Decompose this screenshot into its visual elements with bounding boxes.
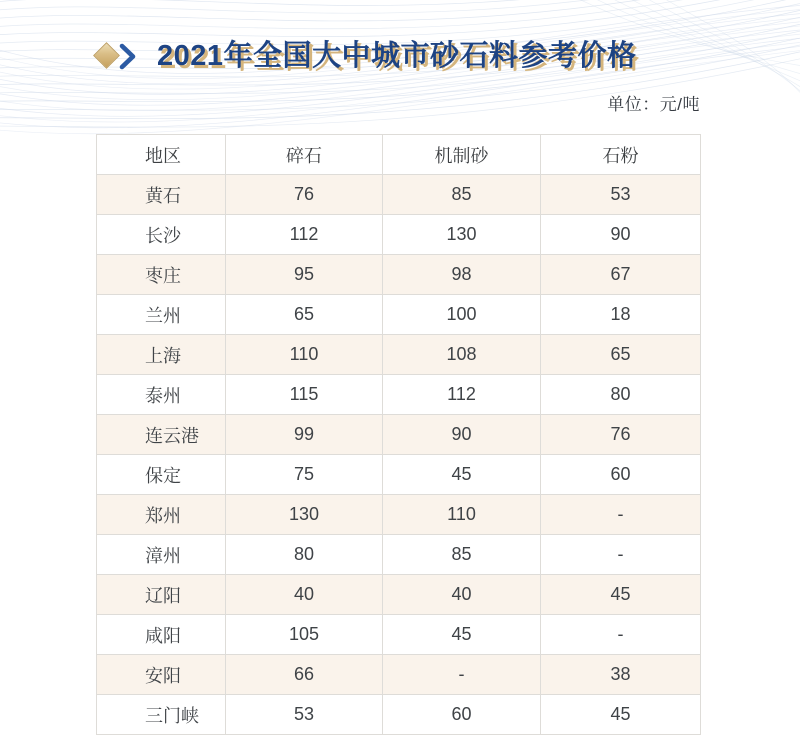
table-row — [97, 375, 701, 415]
column-header-stone-powder: 石粉 — [541, 135, 701, 175]
header-row — [97, 135, 701, 175]
price-cell: 40 — [226, 575, 383, 615]
unit-label: 单位：元/吨 — [607, 95, 700, 114]
price-cell: 40 — [383, 575, 541, 615]
region-cell: 上海 — [97, 335, 226, 375]
table-row — [97, 335, 701, 375]
region-cell: 咸阳 — [97, 615, 226, 655]
price-cell: 112 — [383, 375, 541, 415]
price-cell: 38 — [541, 655, 701, 695]
region-cell: 连云港 — [97, 415, 226, 455]
price-cell: 98 — [383, 255, 541, 295]
price-cell: 67 — [541, 255, 701, 295]
price-cell: 108 — [383, 335, 541, 375]
price-cell: 95 — [226, 255, 383, 295]
table-row — [97, 575, 701, 615]
price-cell: 76 — [541, 415, 701, 455]
diamond-icon — [93, 42, 120, 69]
table-row — [97, 455, 701, 495]
table-header — [97, 135, 701, 175]
price-cell: - — [541, 615, 701, 655]
price-cell: 45 — [541, 575, 701, 615]
price-cell: 60 — [383, 695, 541, 735]
table-row — [97, 215, 701, 255]
price-cell: 75 — [226, 455, 383, 495]
region-cell: 长沙 — [97, 215, 226, 255]
column-header-crushed-stone: 碎石 — [226, 135, 383, 175]
price-cell: 53 — [226, 695, 383, 735]
price-cell: 60 — [541, 455, 701, 495]
table-row — [97, 495, 701, 535]
price-cell: 85 — [383, 175, 541, 215]
region-cell: 三门峡 — [97, 695, 226, 735]
price-cell: 85 — [383, 535, 541, 575]
price-cell: - — [541, 535, 701, 575]
price-cell: 90 — [541, 215, 701, 255]
price-table — [96, 134, 701, 735]
region-cell: 黄石 — [97, 175, 226, 215]
region-cell: 枣庄 — [97, 255, 226, 295]
region-cell: 泰州 — [97, 375, 226, 415]
region-cell: 保定 — [97, 455, 226, 495]
page-title: 2021年全国大中城市砂石料参考价格 — [157, 40, 637, 72]
table-row — [97, 695, 701, 735]
table-row — [97, 295, 701, 335]
price-cell: 110 — [383, 495, 541, 535]
price-cell: 80 — [541, 375, 701, 415]
price-cell: 45 — [541, 695, 701, 735]
price-cell: 130 — [383, 215, 541, 255]
region-cell: 兰州 — [97, 295, 226, 335]
table-row — [97, 655, 701, 695]
price-cell: 76 — [226, 175, 383, 215]
price-cell: 112 — [226, 215, 383, 255]
price-cell: 130 — [226, 495, 383, 535]
price-cell: 18 — [541, 295, 701, 335]
column-header-region: 地区 — [97, 135, 226, 175]
price-cell: 110 — [226, 335, 383, 375]
price-cell: 90 — [383, 415, 541, 455]
price-cell: - — [541, 495, 701, 535]
region-cell: 郑州 — [97, 495, 226, 535]
price-cell: 105 — [226, 615, 383, 655]
region-cell: 辽阳 — [97, 575, 226, 615]
price-cell: 53 — [541, 175, 701, 215]
table-row — [97, 615, 701, 655]
region-cell: 安阳 — [97, 655, 226, 695]
column-header-machine-sand: 机制砂 — [383, 135, 541, 175]
price-cell: - — [383, 655, 541, 695]
price-cell: 100 — [383, 295, 541, 335]
price-cell: 66 — [226, 655, 383, 695]
chevron-right-icon — [119, 43, 137, 71]
price-cell: 99 — [226, 415, 383, 455]
table-body — [97, 175, 701, 735]
price-cell: 115 — [226, 375, 383, 415]
price-cell: 80 — [226, 535, 383, 575]
price-cell: 65 — [541, 335, 701, 375]
table-row — [97, 535, 701, 575]
region-cell: 漳州 — [97, 535, 226, 575]
table-row — [97, 175, 701, 215]
table-row — [97, 255, 701, 295]
table-row — [97, 415, 701, 455]
price-cell: 45 — [383, 615, 541, 655]
price-cell: 65 — [226, 295, 383, 335]
price-cell: 45 — [383, 455, 541, 495]
